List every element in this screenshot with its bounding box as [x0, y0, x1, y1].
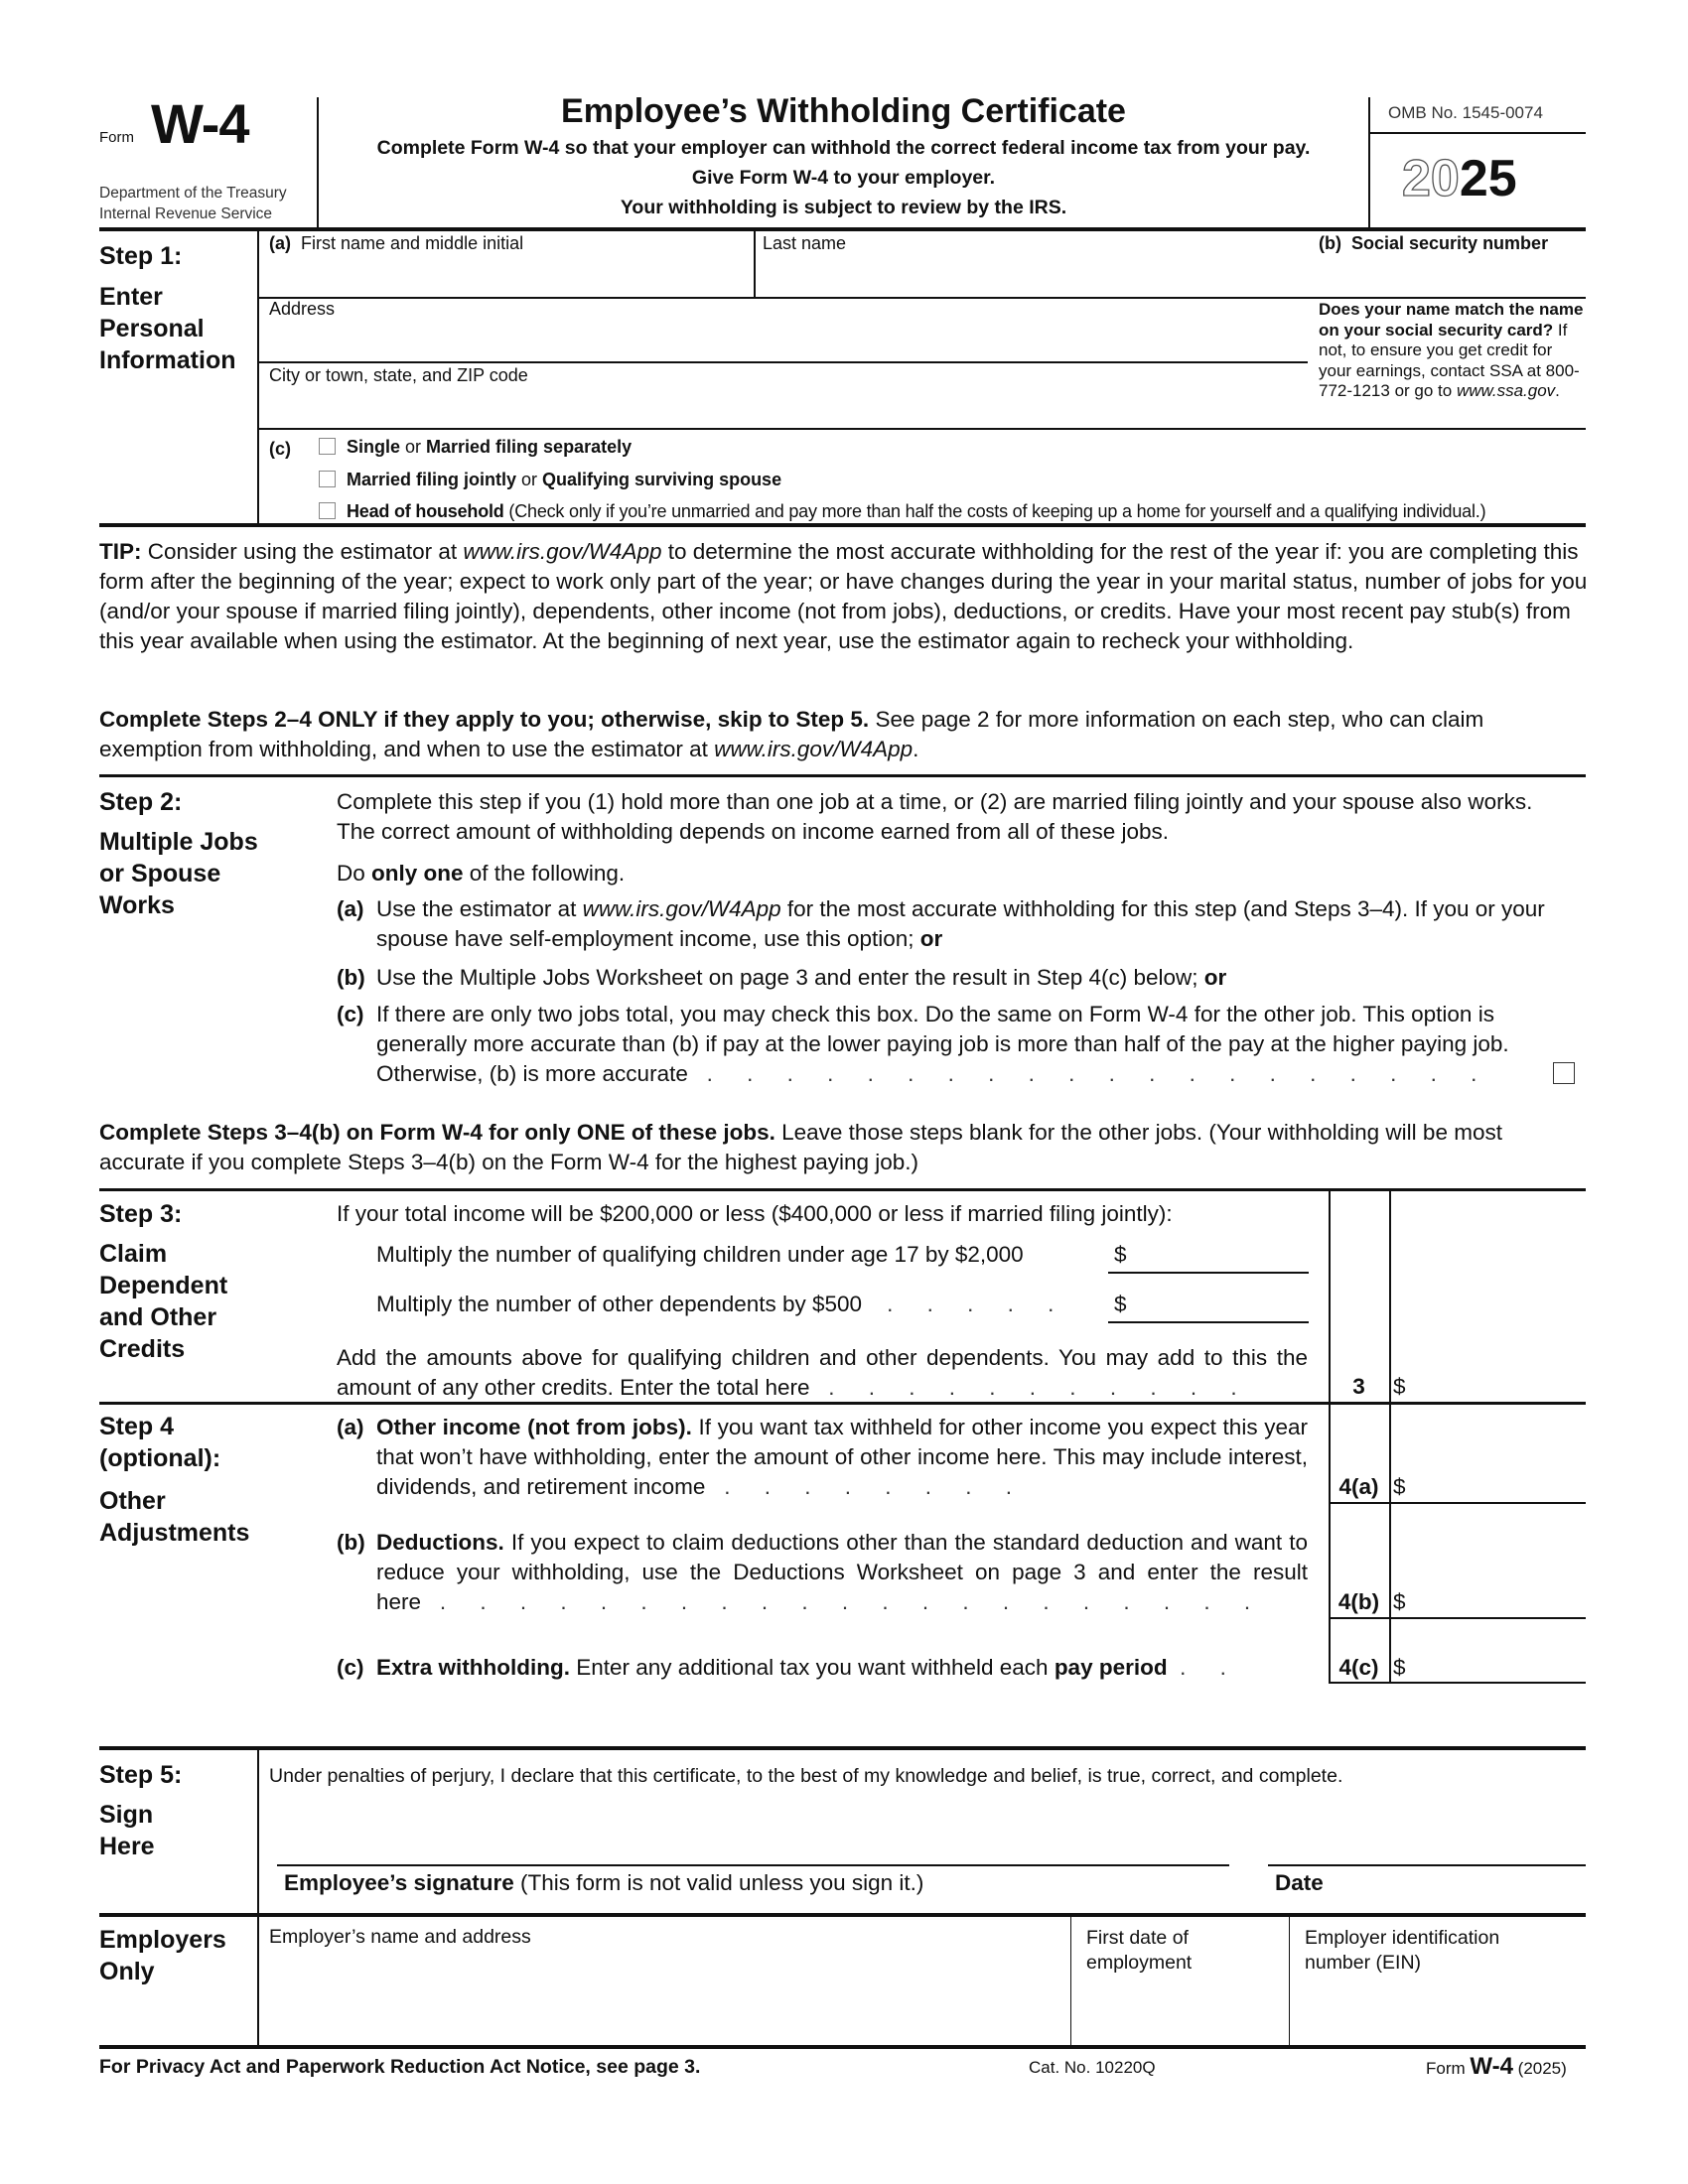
step5-subtitle-line: Here — [99, 1833, 155, 1860]
rule-address — [257, 361, 1308, 363]
employer-name-address-field[interactable] — [269, 1926, 1063, 2043]
rule-step5 — [99, 1746, 1586, 1750]
leader-dots: . . . . . — [887, 1292, 1068, 1316]
privacy-notice: For Privacy Act and Paperwork Reduction Act Notice, see page 3. — [99, 2056, 701, 2078]
step3-title: Step 3: — [99, 1200, 183, 1228]
complete34-text: Leave those steps blank for the other jobs. (Your withholding will be most accurate if you complete Steps 3–4(b) on the Form W-4 for the highest paying job.) — [99, 1120, 1502, 1174]
employers-title-line: Only — [99, 1958, 155, 1985]
text: If you want tax withheld for other income you expect this year that won’t have withholding, enter the amount of other income here. This may include interest, dividends, and retirement income — [376, 1415, 1308, 1499]
text: Deductions. — [376, 1530, 504, 1555]
checkbox-two-jobs[interactable] — [1553, 1062, 1575, 1084]
estimator-link[interactable]: www.irs.gov/W4App — [463, 539, 662, 564]
dollar-sign: $ — [1393, 1589, 1406, 1614]
dept-treasury: Department of the Treasury — [99, 185, 287, 202]
filing-text: Qualifying surviving spouse — [542, 470, 782, 489]
step1-divider — [257, 229, 259, 525]
tax-year — [1402, 149, 1517, 208]
complete-steps-2-4 — [99, 705, 1589, 764]
filing-text: Married filing jointly — [347, 470, 517, 489]
date-field[interactable] — [1268, 1807, 1586, 1864]
step2-a-label: (a) — [337, 896, 364, 921]
step4-title — [99, 1411, 220, 1474]
step3-subtitle-line: Credits — [99, 1335, 186, 1363]
step2-subtitle-line: Multiple Jobs — [99, 828, 258, 856]
text: If you expect to claim deductions other than the standard deduction and want to reduce your withholding, use the Deductions Worksheet on page 3 and enter the result here — [376, 1530, 1308, 1614]
step4-subtitle — [99, 1485, 249, 1549]
step2-title: Step 2: — [99, 788, 183, 816]
text: Add the amounts above for qualifying children and other dependents. You may add to this the amount of any other credits. Enter the total here — [337, 1345, 1308, 1400]
step3-total-text — [337, 1343, 1308, 1403]
text: W-4 — [1470, 2053, 1513, 2080]
text: Extra withholding. — [376, 1655, 570, 1680]
complete24-text: See page 2 for more information on each step, who can claim exemption from withholding, and when to use the estimator at — [99, 707, 1484, 761]
estimator-link[interactable]: www.irs.gov/W4App — [714, 737, 914, 761]
step4-c-label: (c) — [337, 1655, 364, 1680]
omb-rule — [1369, 132, 1586, 134]
step2-c-label: (c) — [337, 1002, 364, 1026]
text: If there are only two jobs total, you may check this box. Do the same on Form W-4 for the other job. This option is generally more accurate than (b) if pay at the lower paying job is more than half of the pay at the higher paying job. Otherwise, (b) is more accurate — [376, 1002, 1509, 1086]
step4-a-text — [376, 1413, 1308, 1502]
step4-subtitle-line: Adjustments — [99, 1519, 250, 1547]
employers-title — [99, 1924, 226, 1987]
first-name-field[interactable] — [269, 233, 523, 254]
period: . — [1555, 381, 1560, 400]
ssn-field[interactable] — [1319, 233, 1548, 254]
tip-text: to determine the most accurate withholding for the rest of the year if: you are completing this form after the beginning of the year; expect to work only part of the year; or have changes during the year in your marital status, number of jobs for you (and/or your spouse if married filing jointly), dependents, other income (not from jobs), deductions, or credits. Have your most recent pay stub(s) from this year available when using the estimator. At the beginning of next year, use the estimator again to recheck your withholding. — [99, 539, 1588, 653]
dollar-sign: $ — [1114, 1242, 1127, 1267]
step2-subtitle — [99, 826, 258, 921]
rule-step1 — [99, 523, 1586, 527]
label-a: (a) — [269, 233, 291, 253]
catalog-number: Cat. No. 10220Q — [1029, 2058, 1156, 2077]
step3-intro: If your total income will be $200,000 or less ($400,000 or less if married filing jointly): — [337, 1201, 1173, 1226]
line-4a-amount-field[interactable] — [1393, 1472, 1582, 1502]
signature-line — [277, 1864, 1229, 1866]
subtitle-1: Complete Form W-4 so that your employer can withhold the correct federal income tax from your pay. — [376, 137, 1311, 159]
dollar-sign: $ — [1114, 1292, 1127, 1316]
step2-do-only-one — [337, 859, 625, 888]
text: Use the Multiple Jobs Worksheet on page 3 and enter the result in Step 4(c) below; — [376, 965, 1204, 990]
text: or — [919, 926, 943, 951]
form-title: Employee’s Withholding Certificate — [561, 92, 1126, 130]
city-field[interactable] — [269, 365, 1302, 425]
line-3-label: 3 — [1352, 1374, 1365, 1399]
step1-subtitle-line: Enter — [99, 283, 163, 311]
text: (2025) — [1517, 2059, 1567, 2078]
step4-subtitle-line: Other — [99, 1487, 166, 1515]
name-match-question: Does your name match the name on your social security card? — [1319, 300, 1584, 340]
filing-text: or — [516, 470, 543, 489]
year-bold: 25 — [1459, 150, 1517, 207]
step4-a-label: (a) — [337, 1415, 364, 1439]
name-match-text: If not, to ensure you get credit for your earnings, contact SSA at 800-772-1213 or go to — [1319, 320, 1580, 400]
checkbox-married-jointly[interactable] — [319, 471, 336, 487]
header-divider-right — [1368, 97, 1370, 229]
text: Enter any additional tax you want withheld each — [570, 1655, 1055, 1680]
line-3-amount-field[interactable] — [1393, 1372, 1582, 1402]
first-date-label: First date of employment — [1086, 1927, 1193, 1974]
complete-steps-3-4b — [99, 1118, 1589, 1177]
address-field[interactable] — [269, 299, 1302, 358]
rule-step2 — [99, 774, 1586, 777]
signature-label — [284, 1870, 923, 1896]
ssn-label: Social security number — [1351, 233, 1549, 253]
rule-4b — [1329, 1617, 1586, 1619]
step3-subtitle — [99, 1238, 227, 1365]
col-amount — [1389, 1189, 1391, 1683]
rule-top — [99, 227, 1586, 231]
step2-intro: Complete this step if you (1) hold more than one job at a time, or (2) are married filing jointly and your spouse also works. The correct amount of withholding depends on income earned from all of these jobs. — [337, 789, 1533, 844]
step2-a-text — [376, 894, 1568, 954]
footer-form-id — [1426, 2053, 1567, 2081]
filing-married-label — [347, 470, 781, 490]
text: Other income (not from jobs). — [376, 1415, 692, 1439]
step2-subtitle-line: Works — [99, 891, 175, 919]
header-center — [319, 91, 1368, 222]
step2-b-label: (b) — [337, 965, 365, 990]
city-label: City or town, state, and ZIP code — [269, 365, 528, 385]
perjury-statement: Under penalties of perjury, I declare that this certificate, to the best of my knowledge and belief, is true, correct, and complete. — [269, 1765, 1343, 1787]
leader-dots: . . . . . . . . . . . . . . . . . . . . — [706, 1061, 1491, 1086]
step1-subtitle-line: Information — [99, 346, 236, 374]
tip-paragraph — [99, 537, 1589, 656]
text: for the most accurate withholding for this step (and Steps 3–4). If you or your spouse have self-employment income, use this option; — [376, 896, 1545, 951]
label-c: (c) — [269, 439, 291, 459]
children-label: Multiply the number of qualifying children under age 17 by $2,000 — [376, 1242, 1024, 1267]
period: . — [913, 737, 919, 761]
first-name-label: First name and middle initial — [301, 233, 524, 253]
employers-title-line: Employers — [99, 1926, 226, 1954]
step4-title-line: (optional): — [99, 1444, 221, 1472]
step3-subtitle-line: Dependent — [99, 1272, 228, 1299]
employer-name-label: Employer’s name and address — [269, 1926, 531, 1948]
filing-text: or — [400, 437, 427, 457]
filing-text: Head of household — [347, 501, 504, 521]
step4-b-text — [376, 1528, 1308, 1617]
text: Use the estimator at — [376, 896, 583, 921]
line-4b-label: 4(b) — [1337, 1589, 1380, 1614]
leader-dots: . . . . . . . . — [724, 1474, 1026, 1499]
rule-4c — [1329, 1682, 1586, 1684]
filing-single-label — [347, 437, 632, 458]
complete34-bold: Complete Steps 3–4(b) on Form W-4 for only ONE of these jobs. — [99, 1120, 775, 1145]
text: (This form is not valid unless you sign it.) — [513, 1870, 924, 1895]
text: pay period — [1054, 1655, 1168, 1680]
step4-c-text — [376, 1653, 1320, 1683]
dollar-sign: $ — [1393, 1474, 1406, 1499]
first-date-field[interactable] — [1086, 1926, 1275, 2043]
text: of the following. — [463, 861, 626, 886]
text: Form — [1426, 2059, 1466, 2078]
ssa-link[interactable]: www.ssa.gov — [1456, 381, 1556, 400]
omb-number: OMB No. 1545-0074 — [1388, 103, 1543, 122]
estimator-link[interactable]: www.irs.gov/W4App — [582, 896, 781, 921]
step5-subtitle — [99, 1799, 155, 1862]
filing-note: (Check only if you’re unmarried and pay more than half the costs of keeping up a home for yourself and a qualifying individual.) — [503, 501, 1486, 521]
step2-c-text — [376, 1000, 1543, 1089]
label-b: (b) — [1319, 233, 1341, 253]
last-name-field[interactable] — [763, 233, 1299, 293]
line-4b-amount-field[interactable] — [1393, 1587, 1582, 1617]
last-name-label: Last name — [763, 233, 847, 253]
rule-step3 — [99, 1188, 1586, 1191]
ein-label: Employer identification number (EIN) — [1305, 1927, 1500, 1974]
leader-dots: . . — [1180, 1655, 1240, 1680]
name-divider — [754, 229, 756, 298]
filing-text: Single — [347, 437, 401, 457]
year-outline: 20 — [1402, 150, 1460, 207]
name-match-note — [1319, 300, 1587, 402]
rule-employers — [99, 1913, 1586, 1917]
rule-step4 — [99, 1402, 1586, 1405]
tip-text: Consider using the estimator at — [141, 539, 464, 564]
address-label: Address — [269, 299, 336, 319]
form-number: W-4 — [151, 92, 249, 155]
subtitle-2: Give Form W-4 to your employer. — [691, 167, 996, 189]
step5-subtitle-line: Sign — [99, 1801, 154, 1829]
line-4a-label: 4(a) — [1338, 1474, 1379, 1499]
tip-label: TIP: — [99, 539, 142, 564]
step1-title: Step 1: — [99, 242, 183, 270]
date-line — [1268, 1864, 1586, 1866]
children-amount-field[interactable] — [1108, 1272, 1309, 1274]
checkbox-single[interactable] — [319, 438, 336, 455]
text: Employee’s signature — [284, 1870, 514, 1895]
step1-subtitle — [99, 281, 236, 376]
rule-4a — [1329, 1502, 1586, 1504]
step3-subtitle-line: and Other — [99, 1303, 217, 1331]
date-label: Date — [1275, 1870, 1324, 1895]
line-4c-amount-field[interactable] — [1393, 1653, 1582, 1683]
filing-hoh-label — [347, 501, 1485, 522]
step4-title-line: Step 4 — [99, 1413, 175, 1440]
others-amount-field[interactable] — [1108, 1321, 1309, 1323]
signature-field[interactable] — [277, 1807, 1229, 1864]
step5-divider — [257, 1748, 259, 2047]
step2-b-text — [376, 963, 1568, 993]
step3-subtitle-line: Claim — [99, 1240, 168, 1268]
line-4c-label: 4(c) — [1338, 1655, 1379, 1680]
step4-b-label: (b) — [337, 1530, 365, 1555]
filing-text: Married filing separately — [426, 437, 633, 457]
text: Do — [337, 861, 372, 886]
rule-bottom — [99, 2045, 1586, 2049]
text: or — [1203, 965, 1227, 990]
employers-divider-1 — [1070, 1915, 1071, 2047]
ein-field[interactable] — [1305, 1926, 1563, 2043]
leader-dots: . . . . . . . . . . . — [828, 1375, 1251, 1400]
leader-dots: . . . . . . . . . . . . . . . . . . . . . — [439, 1589, 1265, 1614]
others-label — [376, 1290, 1067, 1319]
checkbox-head-of-household[interactable] — [319, 502, 336, 519]
form-word: Form — [99, 129, 134, 146]
complete24-bold: Complete Steps 2–4 ONLY if they apply to you; otherwise, skip to Step 5. — [99, 707, 870, 732]
step2-subtitle-line: or Spouse — [99, 860, 221, 887]
text: Multiply the number of other dependents by $500 — [376, 1292, 863, 1316]
rule-city — [257, 428, 1586, 430]
dollar-sign: $ — [1393, 1655, 1406, 1680]
irs-label: Internal Revenue Service — [99, 205, 273, 222]
dollar-sign: $ — [1393, 1374, 1406, 1399]
step1-subtitle-line: Personal — [99, 315, 205, 342]
text: only one — [371, 861, 464, 886]
subtitle-3: Your withholding is subject to review by the IRS. — [620, 197, 1067, 218]
employers-divider-2 — [1289, 1915, 1290, 2047]
step5-title: Step 5: — [99, 1761, 183, 1789]
